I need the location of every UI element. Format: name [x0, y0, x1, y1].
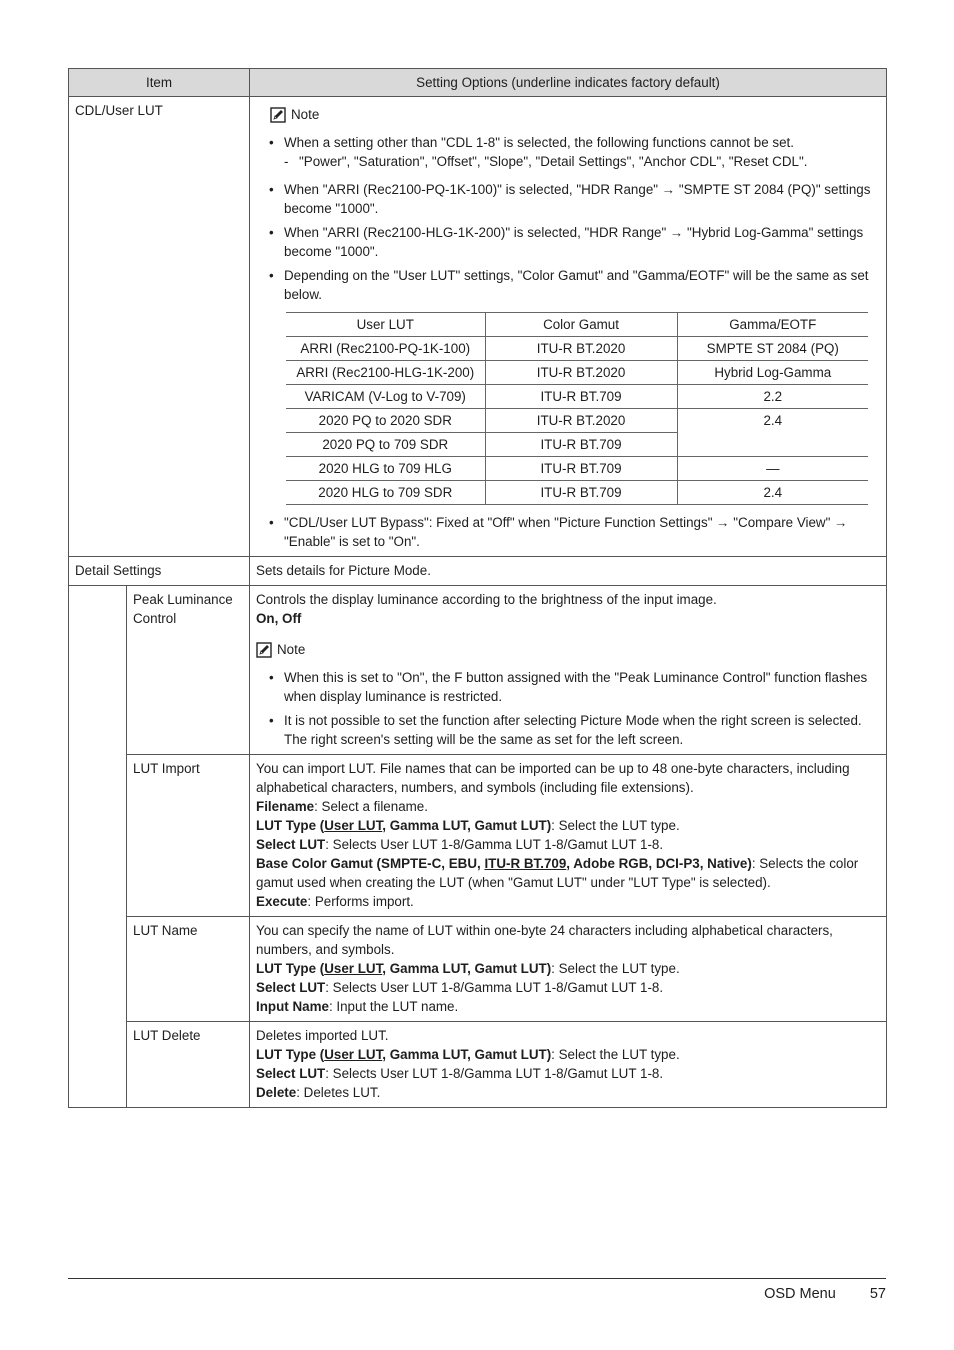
- table-row: [69, 1022, 887, 1108]
- list-item: • When "ARRI (Rec2100-HLG-1K-200)" is selected, "HDR Range" → "Hybrid Log-Gamma" settings become "1000".: [256, 223, 880, 261]
- lut-delete-options: Deletes imported LUT. LUT Type (User LUT, Gamma LUT, Gamut LUT): Select the LUT type. Select LUT: Selects User LUT 1-8/Gamma LUT 1-8/Gamut LUT 1-8. Delete: Deletes LUT.: [250, 1022, 887, 1108]
- lut-cell: ITU-R BT.2020: [485, 337, 677, 361]
- note-heading: [270, 105, 880, 124]
- settings-table: [68, 68, 887, 1108]
- note-label: Note: [291, 107, 320, 122]
- table-row: [69, 755, 887, 917]
- table-header-row: [69, 69, 887, 97]
- lut-cell: ITU-R BT.2020: [485, 409, 677, 433]
- table-row: [69, 97, 887, 557]
- lut-col-header: Color Gamut: [485, 313, 677, 337]
- lut-cell: VARICAM (V-Log to V-709): [286, 385, 485, 409]
- item-cdl-user-lut: CDL/User LUT: [69, 97, 250, 557]
- list-item: • It is not possible to set the function after selecting Picture Mode when the right screen is selected. The right screen's setting will be the same as set for the left screen.: [256, 711, 880, 749]
- table-row: [286, 361, 868, 385]
- lut-cell: [677, 433, 868, 457]
- item-lut-delete: LUT Delete: [127, 1022, 250, 1108]
- header-item: Item: [69, 69, 250, 97]
- table-row: [69, 586, 887, 755]
- header-options: Setting Options (underline indicates factory default): [250, 69, 887, 97]
- note-pencil-icon: [256, 642, 272, 658]
- list-item: • When this is set to "On", the F button assigned with the "Peak Luminance Control" function flashes when display luminance is restricted.: [256, 668, 880, 706]
- table-row: [286, 385, 868, 409]
- note-label: Note: [277, 642, 306, 657]
- table-row: [286, 457, 868, 481]
- item-detail-settings: Detail Settings: [69, 557, 250, 586]
- user-lut-table: [286, 312, 868, 505]
- cdl-note-list: [256, 133, 880, 304]
- cdl-bypass-list: [256, 513, 880, 551]
- item-peak-luminance-control: Peak Luminance Control: [127, 586, 250, 755]
- item-lut-import: LUT Import: [127, 755, 250, 917]
- lut-cell: 2020 PQ to 709 SDR: [286, 433, 485, 457]
- table-row: [286, 337, 868, 361]
- lut-cell: SMPTE ST 2084 (PQ): [677, 337, 868, 361]
- table-row: [286, 433, 868, 457]
- table-row: [69, 917, 887, 1022]
- lut-cell: —: [677, 457, 868, 481]
- list-item: • Depending on the "User LUT" settings, "Color Gamut" and "Gamma/EOTF" will be the same as set below.: [256, 266, 880, 304]
- lut-cell: ITU-R BT.709: [485, 433, 677, 457]
- lut-cell: 2020 PQ to 2020 SDR: [286, 409, 485, 433]
- lut-cell: ITU-R BT.709: [485, 385, 677, 409]
- detail-options: Sets details for Picture Mode.: [250, 557, 887, 586]
- page-number: 57: [869, 1286, 886, 1302]
- lut-cell: ITU-R BT.709: [485, 457, 677, 481]
- page-footer: [764, 1286, 886, 1302]
- footer-section: OSD Menu: [764, 1286, 836, 1302]
- lut-name-options: You can specify the name of LUT within one-byte 24 characters including alphabetical characters, numbers, and symbols. LUT Type (User LUT, Gamma LUT, Gamut LUT): Select the LUT type. Select LUT: Selects User LUT 1-8/Gamma LUT 1-8/Gamut LUT 1-8. Input Name: Input the LUT name.: [250, 917, 887, 1022]
- lut-cell: 2020 HLG to 709 HLG: [286, 457, 485, 481]
- lut-cell: ITU-R BT.709: [485, 481, 677, 505]
- peak-values: On, Off: [256, 611, 302, 626]
- lut-cell: 2.2: [677, 385, 868, 409]
- table-row: [69, 557, 887, 586]
- list-item: • "CDL/User LUT Bypass": Fixed at "Off" when "Picture Function Settings" → "Compare View" → "Enable" is set to "On".: [256, 513, 880, 551]
- table-row: [286, 409, 868, 433]
- lut-cell: Hybrid Log-Gamma: [677, 361, 868, 385]
- footer-divider: [68, 1278, 886, 1279]
- table-row: [286, 481, 868, 505]
- note-heading: [256, 640, 880, 659]
- cdl-options: [250, 97, 887, 557]
- indent-cell: [69, 586, 127, 1108]
- peak-options: [250, 586, 887, 755]
- lut-cell: ITU-R BT.2020: [485, 361, 677, 385]
- lut-cell: ARRI (Rec2100-HLG-1K-200): [286, 361, 485, 385]
- lut-cell: 2.4: [677, 481, 868, 505]
- lut-col-header: Gamma/EOTF: [677, 313, 868, 337]
- item-lut-name: LUT Name: [127, 917, 250, 1022]
- peak-note-list: [256, 668, 880, 749]
- lut-col-header: User LUT: [286, 313, 485, 337]
- peak-desc: Controls the display luminance according to the brightness of the input image.: [256, 592, 717, 607]
- lut-cell: ARRI (Rec2100-PQ-1K-100): [286, 337, 485, 361]
- note-pencil-icon: [270, 107, 286, 123]
- list-item: • When "ARRI (Rec2100-PQ-1K-100)" is selected, "HDR Range" → "SMPTE ST 2084 (PQ)" settings become "1000".: [256, 180, 880, 218]
- lut-table-header-row: [286, 313, 868, 337]
- lut-cell: 2020 HLG to 709 SDR: [286, 481, 485, 505]
- lut-import-options: You can import LUT. File names that can be imported can be up to 48 one-byte characters, including alphabetical characters, numbers, and symbols (including file extensions). Filename: Select a filename. LUT Type (User LUT, Gamma LUT, Gamut LUT): Select the LUT type. Select LUT: Selects User LUT 1-8/Gamma LUT 1-8/Gamut LUT 1-8. Base Color Gamut (SMPTE-C, EBU, ITU-R BT.709, Adobe RGB, DCI-P3, Native): Selects the color gamut used when creating the LUT (when "Gamut LUT" under "LUT Type" is selected). Execute: Performs import.: [250, 755, 887, 917]
- list-item: • When a setting other than "CDL 1-8" is selected, the following functions cannot be set. - "Power", "Saturation", "Offset", "Slope", "Detail Settings", "Anchor CDL", "Reset CDL".: [256, 133, 880, 171]
- lut-cell: 2.4: [677, 409, 868, 433]
